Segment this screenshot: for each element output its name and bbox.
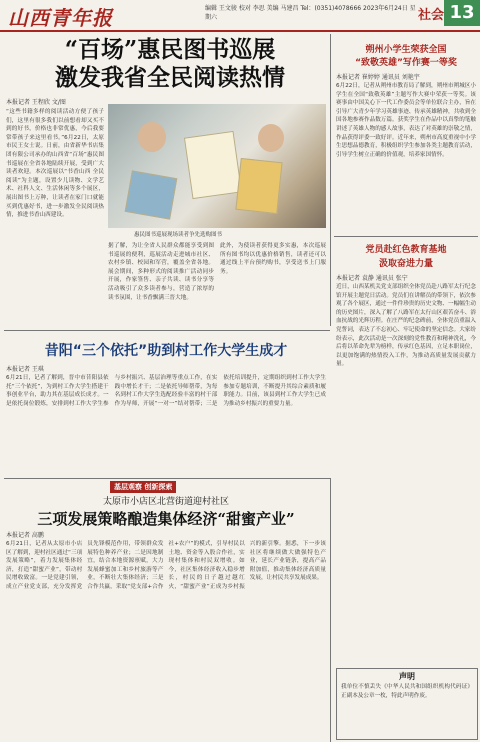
bottom-byline: 本报记者 高鹏 xyxy=(6,532,44,539)
lead-photo xyxy=(108,104,326,228)
bottom-subtitle: 太原市小店区北营街道迎村社区 xyxy=(102,497,229,507)
right1-title-line2: “致敬英雄”写作赛一等奖 xyxy=(355,58,457,68)
bottom-kicker: 基层观察 创新探索 xyxy=(110,481,176,493)
bottom-top-rule xyxy=(4,478,330,479)
bottom-title: 三项发展策略酿造集体经济“甜蜜产业” xyxy=(37,510,295,528)
mid-title: 昔阳“三个依托”助到村工作大学生成才 xyxy=(44,343,288,359)
mid-body: 6月21日，记者了解到，晋中市昔阳县依托“三个依托”，为到村工作大学生搭建干事创业平台，助力其在基层成长成才。一是依托岗位锻炼，安排到村工作大学生参与乡村振兴、基层治理等重点工作，在实践中增长才干；二是依托导师帮带，为每名到村工作大学生选配经验丰富的村干部作为导师，开展“一对一”结对帮带；三是依托培训提升，定期组织到村工作大学生参加专题培训，不断提升其综合素质和履职能力。目前，该县到村工作大学生已成为推动乡村振兴的重要力量。 xyxy=(6,375,326,407)
lead-body-col3: 此外，为使读者获得更多实惠，本次巡展所有图书均以优惠价格销售，读者还可以通过线上平台预约购书，享受送书上门服务。 xyxy=(220,243,326,275)
lead-body-col1: “这些书籍多样的阅读活动方便了孩子们，这里有很多我们以前想看却又买不到的好书，价格也非常优惠，今后我要常带孩子来这里看书。”6月22日，太原市民王女士说。日前，由省新华书店集团有限公司承办的山西省“百场”惠民图书巡展在全省各地陆续开展，受到广大读者欢迎。本次巡展以“书香山西 全民阅读”为主题，设置少儿读物、文学艺术、社科人文、生活休闲等多个展区，展出图书上万种，让读者在家门口就能买到优惠好书，进一步激发全民阅读热情，推进书香山西建设。 xyxy=(6,109,104,219)
masthead xyxy=(0,0,480,32)
mid-top-rule xyxy=(4,330,330,331)
bottom-body: 6月21日，记者从太原市小店区了解到，迎村社区通过“三项发展策略”，着力发展集体经济，打造“甜蜜产业”，带动村民增收致富。一是党建引领，成立产业党支部，充分发挥党员先锋模范作用，带领群众发展特色种养产业；二是因地制宜，结合本地资源禀赋，大力发展蜂蜜加工和乡村旅游等产业，不断壮大集体经济；三是合作共赢，采取“党支部+合作社+农户”的模式，引导村民以土地、资金等入股合作社，实现村集体和村民双增收。如今，社区集体经济收入稳步增长，村民的日子越过越红火，“甜蜜产业”正成为乡村振兴的新引擎。据悉，下一步该社区将继续做大做强特色产业，延长产业链条，提高产品附加值，推动集体经济高质量发展，让村民共享发展成果。 xyxy=(6,541,326,590)
right2-body: 近日，山西某机关党支部组织全体党员赴八路军太行纪念馆开展主题党日活动。党员们在讲解员的带领下，依次参观了各个展区，通过一件件珍贵的历史文物、一幅幅生动的历史图片，深入了解了八路军在太行山区艰苦奋斗、浴血抗战的光辉历程。在庄严的纪念碑前，全体党员重温入党誓词，表达了不忘初心、牢记使命的坚定信念。大家纷纷表示，此次活动是一次深刻的党性教育和精神洗礼，今后将以革命先辈为榜样，传承红色基因，立足本职岗位，以更加饱满的热情投入工作，为推动高质量发展贡献力量。 xyxy=(336,284,476,368)
right2-byline: 本报记者 袁静 通讯员 张宁 xyxy=(336,275,408,282)
right1-title-line1: 朔州小学生荣获全国 xyxy=(365,45,447,55)
right1-body: 6月22日，记者从朔州市教育局了解到，朔州市朔城区小学生在全国“致敬英雄”主题写作大赛中荣获一等奖。该赛事由中国关心下一代工作委员会等单位联合主办，旨在引导广大青少年学习英雄事迹、传承英雄精神，共收到全国各地参赛作品数万篇。获奖学生在作品中以真挚的笔触讲述了英雄人物的感人故事，表达了对英雄的崇敬之情，作品获得评委一致好评。近年来，朔州市高度重视中小学生思想品德教育，积极组织学生参加各类主题教育活动，引导学生树立正确的价值观，培养家国情怀。 xyxy=(336,83,476,158)
lead-photo-caption: 惠民图书巡展现场读者争先选购图书 xyxy=(134,232,223,238)
column-divider xyxy=(330,34,331,326)
lead-byline: 本报记者 王程欣 文/图 xyxy=(6,99,66,106)
column-divider-lower xyxy=(330,478,331,742)
lead-title-line2: 激发我省全民阅读热情 xyxy=(55,64,285,91)
section-label: 社会 xyxy=(418,8,445,23)
lead-title-line1: “百场”惠民图书巡展 xyxy=(64,36,276,63)
page-number: 13 xyxy=(444,0,480,26)
right2-title-line1: 党员赴红色教育基地 xyxy=(365,245,447,255)
right-divider xyxy=(334,236,478,237)
right1-byline: 本报记者 崔婷婷 通讯员 刘艳宇 xyxy=(336,74,420,81)
notice-body: 我单位不慎丢失《中华人民共和国组织机构代码证》正副本及公章一枚，特此声明作废。 xyxy=(341,684,473,699)
lead-body-col2: 据了解，为让全省人民群众都能享受到图书巡展的便利，巡展活动走进城市社区、农村乡镇、校园和军营，覆盖全省各地。展会期间，多种形式的阅读推广活动同步开展，作家签售、亲子共读、读书分享等活动吸引了众多读者参与，营造了浓厚的读书氛围，让书香飘满三晋大地。 xyxy=(108,243,214,301)
right2-title-line2: 汲取奋进力量 xyxy=(378,259,433,269)
masthead-meta: 编辑 王文骏 校对 李思 美编 马建昌 Tel：(0351)4078666 2023年6月24日 星期六 xyxy=(205,5,416,21)
notice-box xyxy=(336,668,478,740)
notice-title: 声明 xyxy=(399,672,415,681)
mid-byline: 本报记者 王琪 xyxy=(6,366,44,373)
newspaper-logo: 山西青年报 xyxy=(8,6,113,30)
